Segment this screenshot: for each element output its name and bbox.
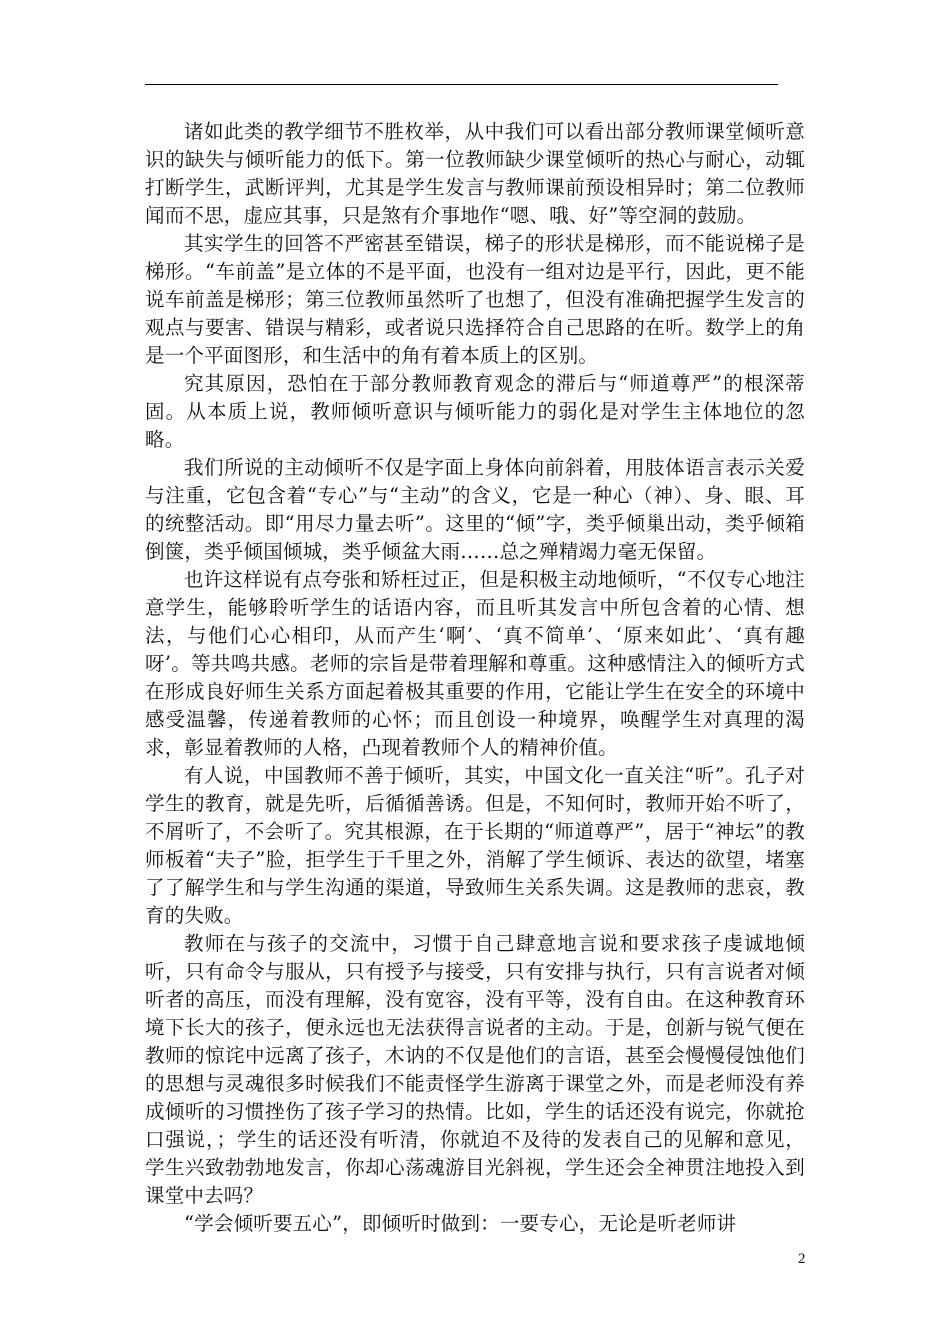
paragraph: 教师在与孩子的交流中，习惯于自己肆意地言说和要求孩子虔诚地倾听，只有命令与服从，只有授予与接受，只有安排与执行，只有言说者对倾听者的高压，而没有理解，没有宽容，没有平等，没有自由。在这种教育环境下长大的孩子，便永远也无法获得言说者的主动。于是，创新与锐气便在教师的惊诧中远离了孩子，木讷的不仅是他们的言语，甚至会慢慢侵蚀他们的思想与灵魂很多时候我们不能责怪学生游离于课堂之外，而是老师没有养成倾听的习惯挫伤了孩子学习的热情。比如，学生的话还没有说完，你就抢口强说，；学生的话还没有听清，你就迫不及待的发表自己的见解和意见，学生兴致勃勃地发言，你却心荡魂游目光斜视，学生还会全神贯注地投入到课堂中去吗？ — [145, 932, 805, 1207]
page-number: 2 — [798, 1251, 806, 1267]
paragraph: 诸如此类的教学细节不胜枚举，从中我们可以看出部分教师课堂倾听意识的缺失与倾听能力的低下。第一位教师缺少课堂倾听的热心与耐心，动辄打断学生，武断评判，尤其是学生发言与教师课前预设相异时；第二位教师闻而不思，虚应其事，只是煞有介事地作“嗯、哦、好”等空洞的鼓励。 — [145, 120, 805, 227]
header-rule — [145, 84, 778, 85]
paragraph: 我们所说的主动倾听不仅是字面上身体向前斜着，用肢体语言表示关爱与注重，它包含着“专心”与“主动”的含义，它是一种心（神）、身、眼、耳的统整活动。即“用尽力量去听”。这里的“倾”字，类乎倾巢出动，类乎倾箱倒箧，类乎倾国倾城，类乎倾盆大雨……总之殚精竭力毫无保留。 — [145, 456, 805, 563]
paragraph: 其实学生的回答不严密甚至错误，梯子的形状是梯形，而不能说梯子是梯形。“车前盖”是立体的不是平面，也没有一组对边是平行，因此，更不能说车前盖是梯形；第三位教师虽然听了也想了，但没有准确把握学生发言的观点与要害、错误与精彩，或者说只选择符合自己思路的在听。数学上的角是一个平面图形，和生活中的角有着本质上的区别。 — [145, 232, 805, 367]
paragraph: “学会倾听要五心”，即倾听时做到：一要专心，无论是听老师讲 — [184, 1212, 737, 1235]
document-body — [145, 118, 805, 1238]
paragraph: 有人说，中国教师不善于倾听，其实，中国文化一直关注“听”。孔子对学生的教育，就是先听，后循循善诱。但是，不知何时，教师开始不听了，不屑听了，不会听了。究其根源，在于长期的“师道尊严”，居于“神坛”的教师板着“夫子”脸，拒学生于千里之外，消解了学生倾诉、表达的欲望，堵塞了了解学生和与学生沟通的渠道，导致师生关系失调。这是教师的悲哀，教育的失败。 — [145, 764, 805, 927]
paragraph: 究其原因，恐怕在于部分教师教育观念的滞后与“师道尊严”的根深蒂固。从本质上说，教师倾听意识与倾听能力的弱化是对学生主体地位的忽略。 — [145, 372, 805, 451]
paragraph: 也许这样说有点夸张和矫枉过正，但是积极主动地倾听，“不仅专心地注意学生，能够聆听学生的话语内容，而且听其发言中所包含着的心情、想法，与他们心心相印，从而产生‘啊’、‘真不简单’、‘原来如此’、‘真有趣呀’。等共鸣共感。老师的宗旨是带着理解和尊重。这种感情注入的倾听方式在形成良好师生关系方面起着极其重要的作用，它能让学生在安全的环境中感受温馨，传递着教师的心怀；而且创设一种境界，唤醒学生对真理的渴求，彰显着教师的人格，凸现着教师个人的精神价值。 — [145, 568, 805, 759]
